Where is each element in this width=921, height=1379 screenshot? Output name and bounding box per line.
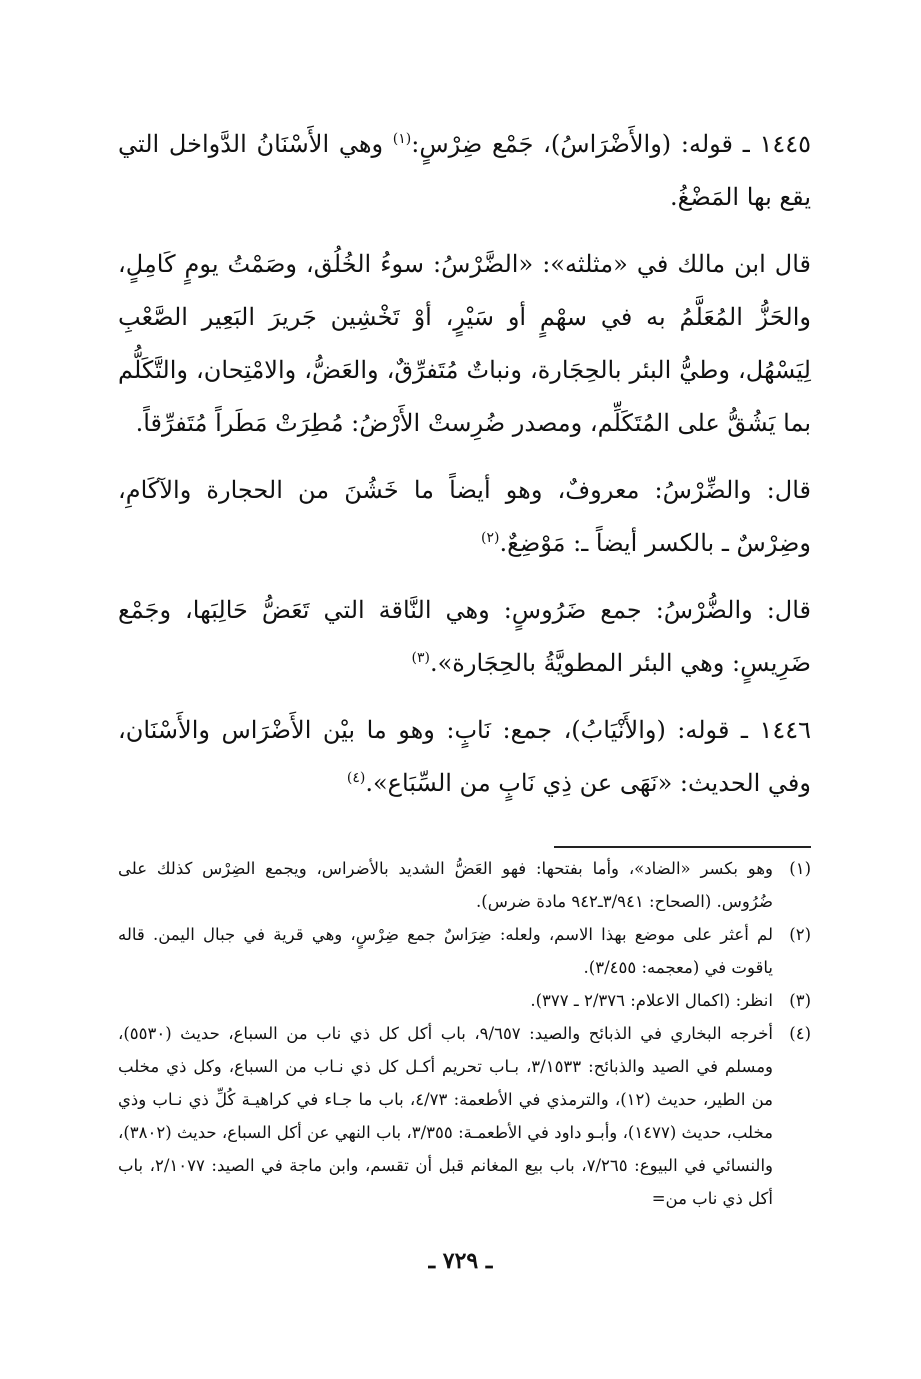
paragraph-text: قال ابن مالك في «مثلثه»: «الضَّرْسُ: سوءُ الخُلُق، وصَمْتُ يومٍ كَامِلٍ، والحَزُّ المُعَلَّمُ به في سهْمٍ أو سَيْرٍ، أوْ تَخْشِين جَريرَ البَعِير الصَّعْبِ لِيَسْهُل، وطيُّ البئر بالحِجَارة، ونباتٌ مُتَفرِّقٌ، والعَضُّ، والامْتِحان، والتَّكَلُّم بما يَشُقُّ على المُتَكَلِّم، ومصدر ضُرِستْ الأَرْضُ: مُطِرَتْ مَطَراً مُتَفرِّقاً. [118,250,811,437]
footnote-separator [554,846,811,848]
footnote-number: (٤) [789,1024,811,1043]
footnote-number: (٢) [789,925,811,944]
footnote-number: (١) [789,859,811,878]
durs-paragraph [118,584,811,690]
entry-1445 [118,118,811,224]
footnote-2 [118,918,811,984]
ibn-malik-quote [118,238,811,450]
entry-1446 [118,704,811,810]
footnote-text: انظر: (اكمال الاعلام: ٢/٣٧٦ ـ ٣٧٧). [530,991,773,1010]
footnote-1 [118,852,811,918]
paragraph-text: ١٤٤٦ ـ قوله: (والأَنْيَابُ)، جمع: نَابٍ: وهو ما بيْن الأَضْرَاس والأَسْنَان، وفي الحديث: «نَهَى عن ذِي نَابٍ من السِّبَاع». [118,716,811,797]
paragraph-text: قال: والضُّرْسُ: جمع ضَرُوسٍ: وهي النَّاقة التي تَعَضُّ حَالِبَها، وجَمْع ضَرِيسٍ: وهي البئر المطويَّةُ بالحِجَارة». [118,596,811,677]
footnote-3 [118,984,811,1017]
footnotes [118,852,811,1215]
footnote-4 [118,1017,811,1215]
page-number: ـ ٧٢٩ ـ [428,1248,493,1274]
footnote-text: لم أعثر على موضع بهذا الاسم، ولعله: ضِرَاسٌ جمع ضِرْسٍ، وهي قرية في جبال اليمن. قاله ياقوت في (معجمه: ٣/٤٥٥). [118,925,773,977]
main-text [118,118,811,824]
paragraph-text: قال: والضِّرْسُ: معروفٌ، وهو أيضاً ما خَشُنَ من الحجارة والآكَامِ، وضِرْسٌ ـ بالكسر أيضاً ـ: مَوْضِعٌ. [118,476,811,557]
footnote-ref-4: (٤) [346,770,366,786]
footnote-text: أخرجه البخاري في الذبائح والصيد: ٩/٦٥٧، باب أكل كل ذي ناب من السباع، حديث (٥٥٣٠)، ومسلم في الصيد والذبائح: ٣/١٥٣٣، بـاب تحريم أكـل كل ذي نـاب من السباع، وكل ذي مخلب من الطير، حديث (١٢)، والترمذي في الأطعمة: ٤/٧٣، باب ما جـاء في كراهيـة كُلِّ ذي نـاب وذي مخلب، حديث (١٤٧٧)، وأبـو داود في الأطعمـة: ٣/٣٥٥، باب النهي عن أكل السباع، حديث (٣٨٠٢)، والنسائي في البيوع: ٧/٢٦٥، باب بيع المغانم قبل أن تقسم، وابن ماجة في الصيد: ٢/١٠٧٧، باب أكل ذي ناب من= [118,1024,774,1208]
footnote-ref-3: (٣) [411,650,430,666]
footnote-text: وهو بكسر «الضاد»، وأما بفتحها: فهو العَضُّ الشديد بالأضراس، ويجمع الضِرْس كذلك على ضُرُوس. (الصحاح: ٣/٩٤١ـ٩٤٢ مادة ضرس). [118,859,773,911]
dirs-paragraph [118,464,811,570]
footnote-number: (٣) [789,991,811,1010]
footnote-ref-2: (٢) [481,530,500,546]
footnote-ref-1: (١) [392,131,412,147]
paragraph-text-continued: وهي الأَسْنَانُ الدَّواخل التي يقع بها المَضْغُ. [118,130,811,211]
paragraph-text: ١٤٤٥ ـ قوله: (والأَضْرَاسُ)، جَمْع ضِرْسٍ: [411,130,812,158]
